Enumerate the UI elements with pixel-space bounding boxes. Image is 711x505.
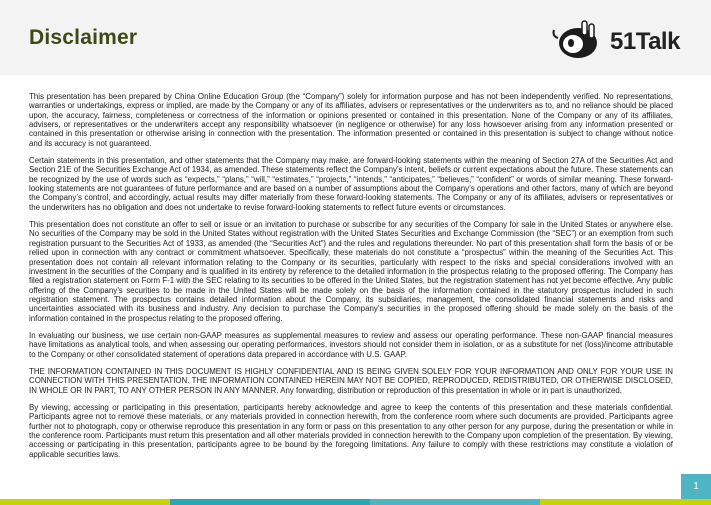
page-title: Disclaimer: [29, 26, 138, 49]
paragraph-non-gaap: In evaluating our business, we use certain non-GAAP measures as supplemental measures to review and assess our operating performance. These non-GAAP financial measures have limitations as analytical tools, and when assessing our operating performances, investors should not consider them in isolation, or as a substitute for net (loss)/income attributable to the Company or other consolidated statement of operations data prepared in accordance with U.S. GAAP.: [29, 330, 673, 359]
paragraph-participant-agreement: By viewing, accessing or participating in this presentation, participants hereby acknowledge and agree to keep the contents of this presentation and these materials confidential. Participants agree not to remove these materials, or any materials provided in connection herewith, from the conference room where such documents are provided. Participants agree further not to photograph, copy or otherwise reproduce this presentation in any form or pass on this presentation to any other person for any purpose, during the presentation or while in the conference room. Participants must return this presentation and all other materials provided in connection herewith to the Company upon completion of the presentation. By viewing, accessing or participating in this presentation, participants agree to be bound by the foregoing limitations. Any failure to comply with these restrictions may constitute a violation of applicable securities laws.: [29, 402, 673, 459]
logo-text: 51Talk: [610, 28, 680, 55]
panda-hand-icon: [550, 18, 608, 64]
footer-bar-segment: [0, 499, 170, 505]
header: [0, 0, 711, 75]
footer-bar-segment: [170, 499, 370, 505]
footer-bar-segment: [370, 499, 540, 505]
footer-color-bar: [0, 499, 711, 505]
paragraph-confidential: THE INFORMATION CONTAINED IN THIS DOCUMENT IS HIGHLY CONFIDENTIAL AND IS BEING GIVEN SOLELY FOR YOUR INFORMATION AND ONLY FOR YOUR USE IN CONNECTION WITH THIS PRESENTATION. THE INFORMATION CONTAINED HEREIN MAY NOT BE COPIED, REPRODUCED, REDISTRIBUTED, OR OTHERWISE DISCLOSED, IN WHOLE OR IN PART, TO ANY OTHER PERSON IN ANY MANNER. Any forwarding, distribution or reproduction of this presentation in whole or in part is unauthorized.: [29, 366, 673, 395]
footer-bar-segment: [540, 499, 711, 505]
paragraph-forward-looking: Certain statements in this presentation, and other statements that the Company may make, are forward-looking statements within the meaning of Section 27A of the Securities Act and Section 21E of the Securities Exchange Act of 1934, as amended. These statements reflect the Company’s intent, beliefs or current expectations about the future. These statements can be recognized by the use of words such as “expects,” “plans,” “will,” “estimates,” “projects,” “intends,” “anticipates,” “believes,” “confident” or words of similar meaning. These forward-looking statements are not guarantees of future performance and are based on a number of assumptions about the Company’s operations and other factors, many of which are beyond the Company’s control, and accordingly, actual results may differ materially from these forward-looking statements. The Company or any of its affiliates, advisers or representatives or the underwriters has no obligation and does not undertake to revise forward-looking statements to reflect future events or circumstances.: [29, 156, 673, 212]
page-number: 1: [681, 474, 711, 499]
paragraph-information-purpose: This presentation has been prepared by China Online Education Group (the “Company”) solely for information purpose and has not been independently verified. No representations, warranties or undertakings, express or implied, are made by the Company or any of its affiliates, advisers or representatives or the underwriters as to, and no reliance should be placed upon, the accuracy, fairness, completeness or correctness of the information or opinions presented or contained in this presentation. None of the Company or any of its affiliates, advisers, or representatives or the underwriters accept any responsibility whatsoever (in negligence or otherwise) for any loss howsoever arising from any information presented or contained in this presentation or otherwise arising in connection with the presentation. The information presented or contained in this presentation is subject to change without notice and its accuracy is not guaranteed.: [29, 92, 673, 148]
company-logo: [550, 18, 690, 64]
paragraph-no-offer: This presentation does not constitute an offer to sell or issue or an invitation to purchase or subscribe for any securities of the Company for sale in the United States or anywhere else. No securities of the Company may be sold in the United States without registration with the United States Securities and Exchange Commission (the “SEC”) or an exemption from such registration pursuant to the Securities Act of 1933, as amended (the “Securities Act”) and the rules and regulations thereunder. No part of this presentation shall form the basis of or be relied upon in connection with any contract or commitment whatsoever. Specifically, these materials do not constitute a “prospectus” within the meaning of the Securities Act. This presentation does not contain all relevant information relating to the Company or its securities, particularly with respect to the risks and special considerations involved with an investment in the securities of the Company and is qualified in its entirety by reference to the detailed information in the prospectus relating to the proposed offering. The Company has filed a registration statement on Form F-1 with the SEC relating to its securities to be offered in the United States, but the registration statement has not yet become effective. Any public offering of the Company’s securities to be made in the United States will be made solely on the basis of the information contained in the statutory prospectus included in such registration statement. The prospectus contains detailed information about the Company, its subsidiaries, management, the consolidated financial statements and risks and uncertainties associated with its business and industry. Any decision to purchase the Company’s securities in the proposed offering should be made solely on the basis of the information contained in the prospectus relating to the proposed offering.: [29, 220, 673, 323]
disclaimer-body: [29, 92, 673, 467]
